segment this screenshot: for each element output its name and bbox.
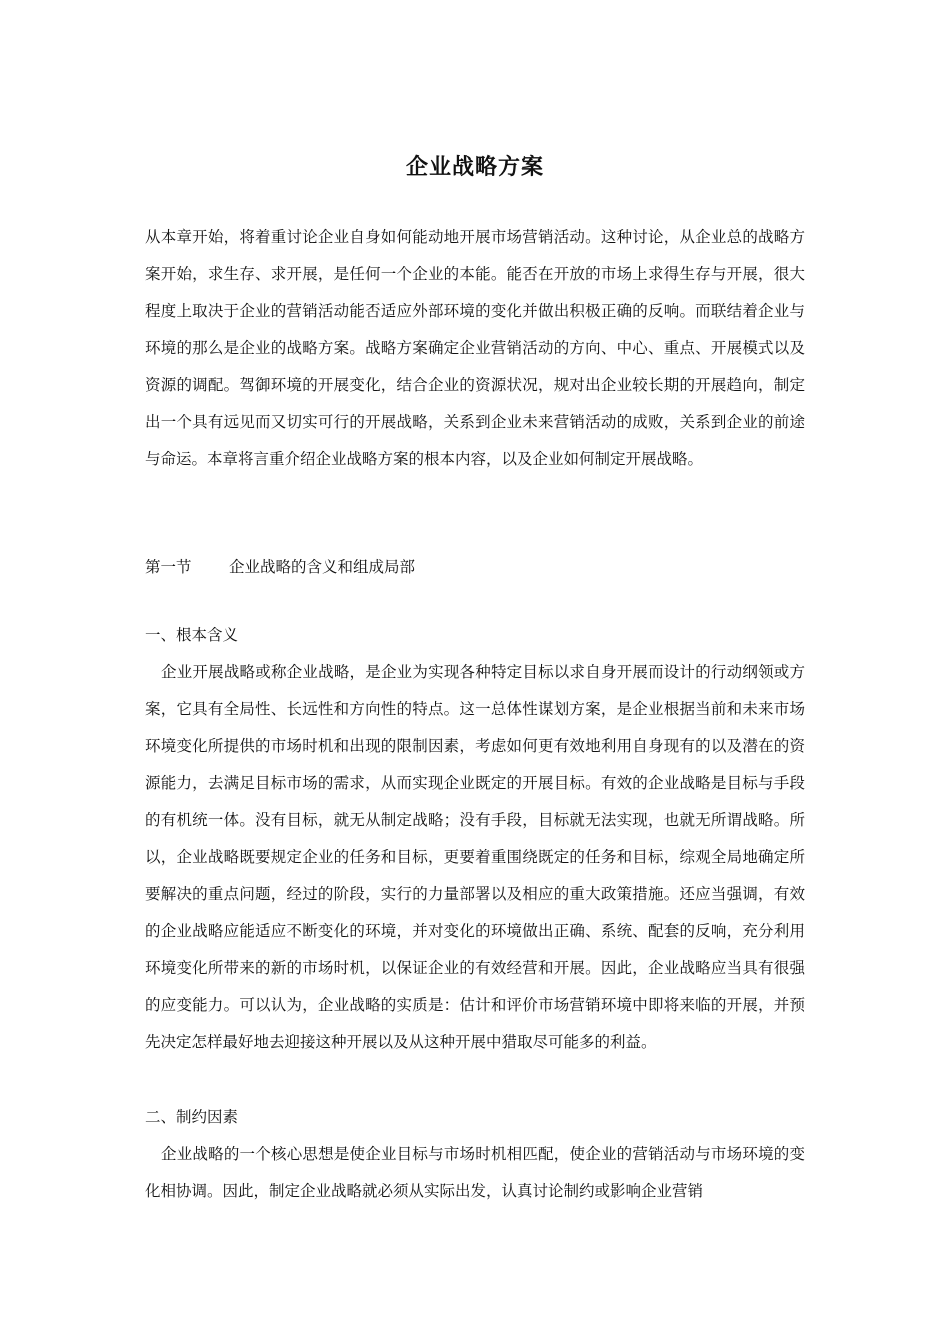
intro-paragraph: 从本章开始，将着重讨论企业自身如何能动地开展市场营销活动。这种讨论，从企业总的战略方案开始，求生存、求开展，是任何一个企业的本能。能否在开放的市场上求得生存与开展，很大程度上取决于企业的营销活动能否适应外部环境的变化并做出积极正确的反响。而联结着企业与环境的那么是企业的战略方案。战略方案确定企业营销活动的方向、中心、重点、开展模式以及资源的调配。驾御环境的开展变化，结合企业的资源状况，规对出企业较长期的开展趋向，制定出一个具有远见而又切实可行的开展战略，关系到企业未来营销活动的成败，关系到企业的前途与命运。本章将言重介绍企业战略方案的根本内容，以及企业如何制定开展战略。	[145, 228, 805, 468]
subsection-paragraph-constraints: 企业战略的一个核心思想是使企业目标与市场时机相匹配，使企业的营销活动与市场环境的变化相协调。因此，制定企业战略就必须从实际出发，认真讨论制约或影响企业营销	[145, 1145, 805, 1200]
subsection-paragraph-basic-meaning: 企业开展战略或称企业战略，是企业为实现各种特定目标以求自身开展而设计的行动纲领或方案，它具有全局性、长远性和方向性的特点。这一总体性谋划方案，是企业根据当前和未来市场环境变化所提供的市场时机和出现的限制因素，考虑如何更有效地利用自身现有的以及潜在的资源能力，去满足目标市场的需求，从而实现企业既定的开展目标。有效的企业战略是目标与手段的有机统一体。没有目标，就无从制定战略；没有手段，目标就无法实现，也就无所谓战略。所以，企业战略既要规定企业的任务和目标，更要着重围绕既定的任务和目标，综观全局地确定所要解决的重点问题，经过的阶段，实行的力量部署以及相应的重大政策措施。还应当强调，有效的企业战略应能适应不断变化的环境，并对变化的环境做出正确、系统、配套的反响，充分利用环境变化所带来的新的市场时机，以保证企业的有效经营和开展。因此，企业战略应当具有很强的应变能力。可以认为，企业战略的实质是：估计和评价市场营销环境中即将来临的开展，并预先决定怎样最好地去迎接这种开展以及从这种开展中猎取尽可能多的利益。	[145, 663, 805, 1051]
subsection-heading-basic-meaning: 一、根本含义	[145, 626, 239, 644]
section-number: 第一节	[145, 558, 192, 576]
document-title: 企业战略方案	[405, 154, 544, 180]
section-title: 企业战略的含义和组成局部	[229, 558, 416, 576]
section-heading	[145, 549, 415, 586]
subsection-heading-constraints: 二、制约因素	[145, 1108, 239, 1126]
